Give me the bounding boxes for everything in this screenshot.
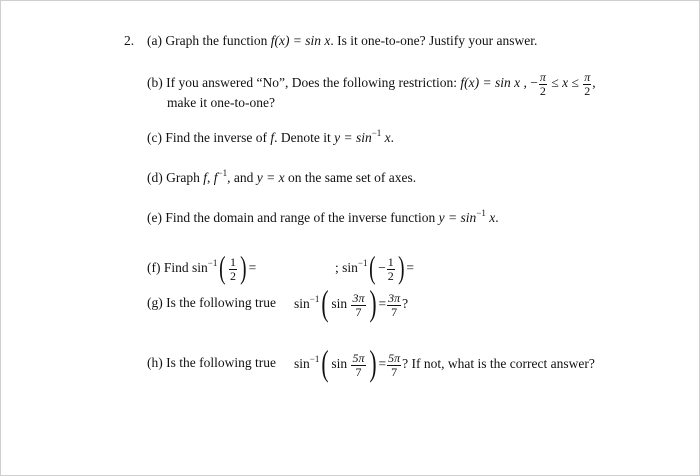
part-g-frac: $\frac{3\pi}{7}$	[352, 290, 365, 319]
part-c-text: Find the inverse of	[165, 130, 267, 145]
part-e-x: x	[489, 210, 496, 225]
part-b-lower-frac: $\frac{\pi}{2}$	[539, 70, 546, 98]
part-a	[147, 34, 537, 48]
part-d	[147, 168, 417, 185]
part-a-label: (a)	[147, 33, 162, 48]
part-e-exp: −1	[476, 208, 486, 218]
part-e-label: (e)	[147, 210, 162, 225]
part-a-function: f(x) = sin x	[270, 33, 331, 48]
part-d-finv: f	[213, 170, 218, 185]
part-f-label: (f)	[147, 260, 161, 276]
part-b-line2: make it one-to-one?	[167, 95, 275, 110]
part-f-second-sin: ; sin	[335, 260, 358, 276]
part-a-rest: . Is it one-to-one? Justify your answer.	[330, 33, 538, 48]
part-f-second-exp: −1	[357, 258, 368, 269]
part-f-second-frac: $\frac{1}{2}$	[387, 254, 394, 283]
part-b	[147, 71, 596, 97]
part-b-label: (b)	[147, 75, 163, 91]
part-g-expr: $\sin^{-1}$( sin $\frac{3\pi}{7}$ ) = $\frac{3\pi}{7}$ ?	[294, 283, 409, 323]
part-f-second-eq: =	[406, 260, 415, 276]
part-d-rest: on the same set of axes.	[287, 170, 417, 185]
part-c	[147, 128, 395, 145]
part-f-eq: =	[248, 260, 257, 276]
part-h-rhs-frac: $\frac{5\pi}{7}$	[388, 350, 401, 379]
part-c-mid: . Denote it	[274, 130, 331, 145]
question-number: 2.	[124, 33, 135, 48]
part-b-inequality: ≤ x ≤	[551, 75, 579, 91]
part-d-exp: −1	[217, 168, 228, 178]
paren-left: (	[321, 283, 329, 323]
part-h-text: (h) Is the following true	[147, 355, 276, 370]
part-c-f: f	[270, 130, 275, 145]
part-b-neg: −	[530, 75, 538, 91]
paren-left: (	[219, 249, 226, 285]
part-g-rhs-frac: $\frac{3\pi}{7}$	[388, 290, 401, 319]
part-d-text: Graph	[166, 170, 200, 185]
part-b-upper-frac: $\frac{\pi}{2}$	[584, 70, 591, 98]
part-b-text: If you answered “No”, Does the following restriction:	[166, 75, 458, 91]
part-b-function: f(x) = sin x ,	[460, 75, 527, 91]
part-d-label: (d)	[147, 170, 163, 185]
part-e	[147, 208, 499, 225]
part-d-and: , and	[227, 170, 254, 185]
part-c-x: x	[384, 130, 391, 145]
paren-right: )	[240, 249, 247, 285]
part-h-frac: $\frac{5\pi}{7}$	[352, 350, 365, 379]
part-h-label: (h)	[147, 355, 163, 370]
paren-left: (	[369, 249, 376, 285]
part-c-expr: y = sin	[334, 130, 372, 145]
part-g-text: (g) Is the following true	[147, 295, 276, 310]
paren-left: (	[321, 343, 329, 383]
part-f-second	[335, 249, 415, 285]
part-h-expr: $\sin^{-1}$( sin $\frac{5\pi}{7}$ ) = $\frac{5\pi}{7}$ ? If not, what is the correct answer?	[294, 343, 595, 383]
part-d-yx: y = x	[256, 170, 285, 185]
part-d-comma: ,	[207, 170, 211, 185]
part-c-label: (c)	[147, 130, 162, 145]
part-f-neg: −	[378, 260, 386, 276]
part-c-exp: −1	[371, 128, 382, 138]
part-e-period: .	[495, 210, 499, 225]
paren-right: )	[368, 283, 377, 323]
part-d-f: f	[203, 170, 208, 185]
part-a-text: Graph the function	[165, 33, 268, 48]
paren-right: )	[368, 343, 377, 383]
part-f-frac: $\frac{1}{2}$	[230, 254, 236, 283]
part-b-comma: ,	[592, 75, 596, 91]
part-g-label: (g)	[147, 295, 163, 310]
part-e-text: Find the domain and range of the inverse function	[165, 210, 436, 225]
part-e-expr: y = sin	[438, 210, 477, 225]
paren-right: )	[397, 249, 405, 285]
part-f-text: Find sin	[163, 260, 208, 276]
part-f	[147, 249, 257, 285]
part-f-exp: −1	[207, 258, 218, 269]
part-c-period: .	[390, 130, 395, 145]
